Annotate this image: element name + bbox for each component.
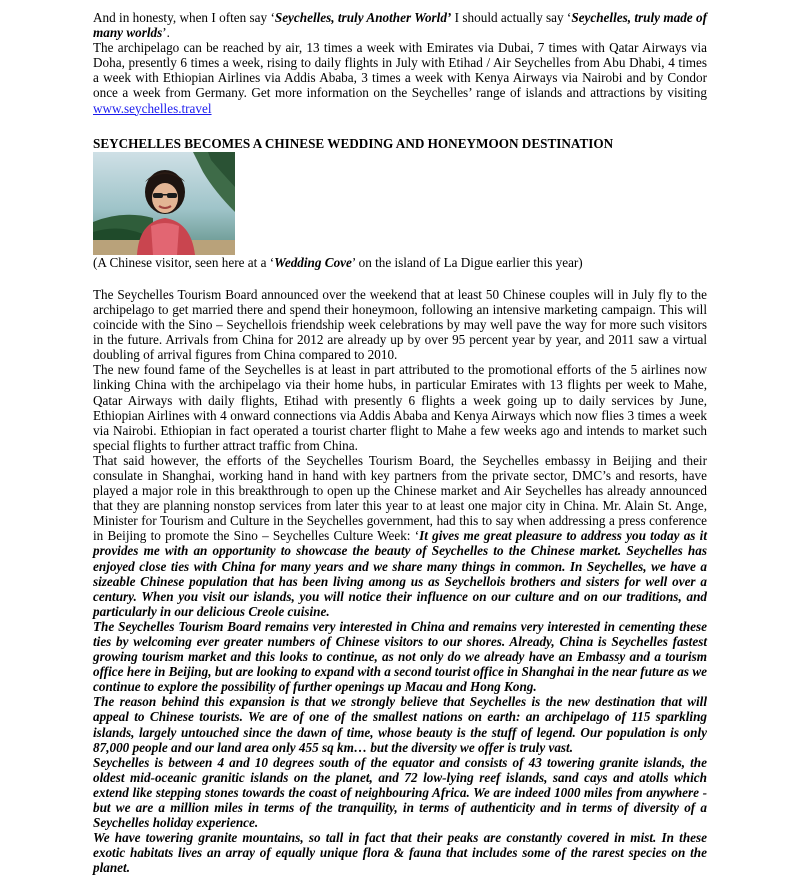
photo-caption: (A Chinese visitor, seen here at a ‘Wedding Cove’ on the island of La Digue earlier this year) [93,254,583,270]
seychelles-travel-link[interactable]: www.seychelles.travel [93,100,212,116]
intro-paragraph-1: And in honesty, when I often say ‘Seychelles, truly Another World’ I should actually say ‘Seychelles, truly made of many worlds’. [93,10,707,41]
minister-quote [93,619,707,876]
quote-paragraph-4: We have towering granite mountains, so tall in fact that their peaks are constantly covered in mist. In these exotic habitats lives an array of equally unique flora & fauna that includes some of the rarest species on the planet. [93,830,707,876]
wedding-cove-label: Wedding Cove [274,254,352,270]
quoted-slogan-2: Seychelles, truly made of many worlds [93,10,707,41]
intro-paragraph-2: The archipelago can be reached by air, 13 times a week with Emirates via Dubai, 7 times with Qatar Airways via Doha, presently 6 times a week, rising to daily flights in July with Etihad / Air Seychelles from Abu Dhabi, 4 times a week with Ethiopian Airlines via Addis Ababa, 3 times a week with Kenya Airways via Nairobi and by Condor once a week from Germany. Get more information on the Seychelles’ range of islands and attractions by visiting www.seychelles.travel [93,40,707,116]
minister-quote-start: It gives me great pleasure to address you today as it provides me with an opportunity to showcase the beauty of Seychelles to the Chinese market. Seychelles has enjoyed close ties with China for many years and we share many things in common. In Seychelles, we have a sizeable Chinese population that has been living among us as Seychellois brothers and sisters for well over a century. When you visit our islands, you will notice their influence on our culture and on our traditions, and particularly in our delicious Creole cuisine. [93,528,707,619]
article-paragraph-3: That said however, the efforts of the Seychelles Tourism Board, the Seychelles embassy in Beijing and their consulate in Shanghai, working hand in hand with key partners from the private sector, DMC’s and resorts, have played a major role in this breakthrough to open up the Chinese market and Air Seychelles has already announced that they are planning nonstop services from later this year to at least one major city in China. Mr. Alain St. Ange, Minister for Tourism and Culture in the Seychelles government, had this to say when addressing a press conference in Beijing to promote the Sino – Seychelles Culture Week: ‘It gives me great pleasure to address you today as it provides me with an opportunity to showcase the beauty of Seychelles to the Chinese market. Seychelles has enjoyed close ties with China for many years and we share many things in common. In Seychelles, we have a sizeable Chinese population that has been living among us as Seychellois brothers and sisters for well over a century. When you visit our islands, you will notice their influence on our culture and on our traditions, and particularly in our delicious Creole cuisine. [93,452,707,619]
quote-paragraph-1: The Seychelles Tourism Board remains very interested in China and remains very interested in cementing these ties by welcoming ever greater numbers of Chinese visitors to our shores. Already, China is Seychelles fastest growing tourism market and this looks to continue, as not only do we already have an Embassy and a tourism office here in Beijing, but are looking to expand with a second tourist office in Shanghai in the near future as we continue to explore the possibility of further openings up Macau and Hong Kong. [93,618,707,695]
chinese-visitor-photo [93,152,235,255]
article-heading: SEYCHELLES BECOMES A CHINESE WEDDING AND HONEYMOON DESTINATION [93,135,614,151]
article-paragraph-2: The new found fame of the Seychelles is at least in part attributed to the promotional efforts of the 5 airlines now linking China with the archipelago via their home hubs, in particular Emirates with 13 flights per week to Mahe, Qatar Airways with daily flights, Etihad with presently 6 flights a week going up to daily services by June, Ethiopian Airlines with 4 onward connections via Addis Ababa and Kenya Airways which now flies 3 times a week via Nairobi. Ethiopian in fact operated a tourist charter flight to Mahe a few weeks ago and intends to market such special flights to further attract traffic from China. [93,362,707,453]
quoted-slogan-1: Seychelles, truly Another World’ [274,10,452,25]
quote-paragraph-3: Seychelles is between 4 and 10 degrees south of the equator and consists of 43 towering granite islands, the oldest mid-oceanic granitic islands on the planet, and 72 low-lying reef islands, sand cays and atolls which extend like stepping stones towards the coast of neighbouring Africa. We are indeed 1000 miles from anywhere - but we are a million miles in terms of the tranquility, in terms of authenticity and in terms of diversity of a Seychelles holiday experience. [93,754,707,831]
article-paragraph-1: The Seychelles Tourism Board announced over the weekend that at least 50 Chinese couples will in July fly to the archipelago to get married there and spend their honeymoon, following an intensive marketing campaign. This will coincide with the Sino – Seychellois friendship week celebrations by may well pave the way for more such visitors in the future. Arrivals from China for 2012 are already up by over 95 percent year by year, and 2011 saw a virtual doubling of arrival figures from China compared to 2010. [93,286,707,363]
quote-paragraph-2: The reason behind this expansion is that we strongly believe that Seychelles is the new destination that will appeal to Chinese tourists. We are of one of the smallest nations on earth: an archipelago of 115 sparkling islands, largely untouched since the dawn of time, whose beauty is the stuff of legend. Our population is only 87,000 people and our land area only 455 sq km… but the diversity we offer is truly vast. [93,694,707,755]
